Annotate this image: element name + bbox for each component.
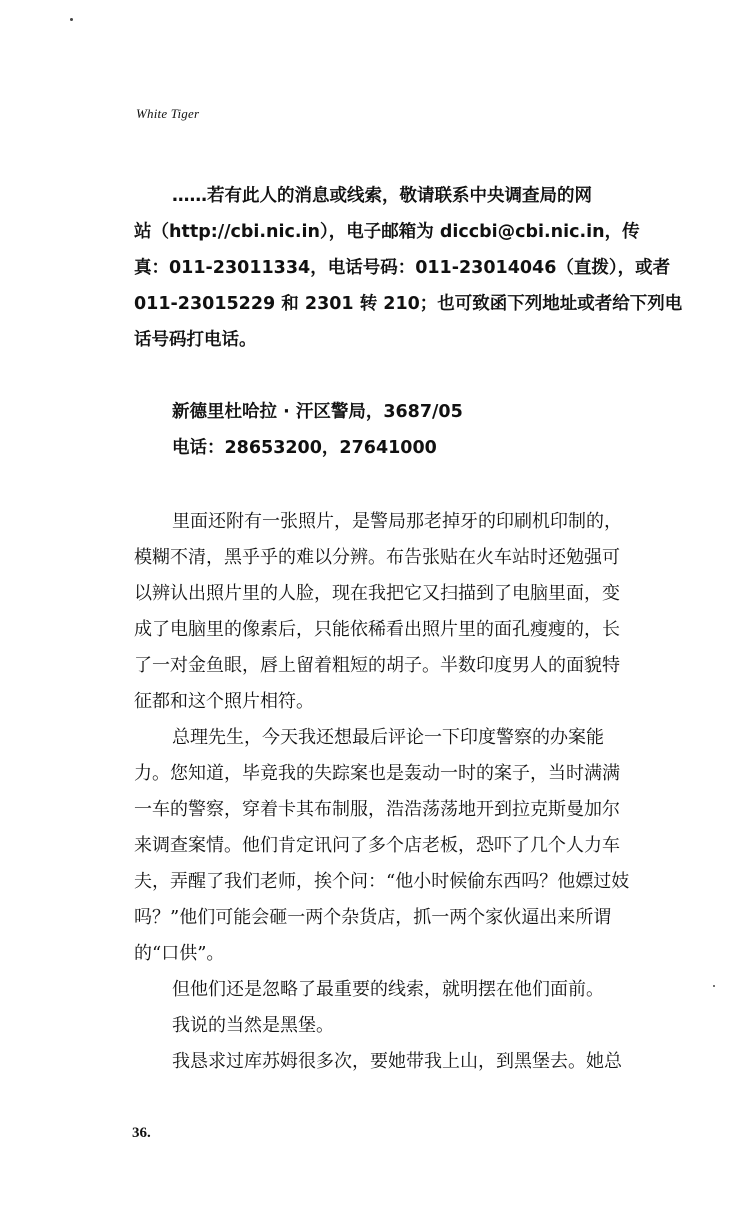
body-line: 我恳求过库苏姆很多次，要她带我上山，到黑堡去。她总 bbox=[172, 1051, 622, 1072]
body-line: 我说的当然是黑堡。 bbox=[172, 1015, 334, 1036]
scan-speck bbox=[713, 985, 715, 987]
body-line: 吗？”他们可能会砸一两个杂货店，抓一两个家伙逼出来所谓 bbox=[134, 907, 612, 928]
body-line: 总理先生，今天我还想最后评论一下印度警察的办案能 bbox=[172, 727, 604, 748]
body-line: 模糊不清，黑乎乎的难以分辨。布告张贴在火车站时还勉强可 bbox=[134, 547, 620, 568]
notice-line: ……若有此人的消息或线索，敬请联系中央调查局的网 bbox=[172, 186, 592, 206]
body-line: 夫，弄醒了我们老师，挨个问：“他小时候偷东西吗？他嫖过妓 bbox=[134, 871, 630, 892]
running-title: White Tiger bbox=[136, 106, 200, 121]
body-line: 力。您知道，毕竟我的失踪案也是轰动一时的案子，当时满满 bbox=[134, 763, 620, 784]
notice-line: 011-23015229 和 2301 转 210；也可致函下列地址或者给下列电 bbox=[134, 294, 683, 314]
notice-line: 真：011-23011334，电话号码：011-23014046（直拨），或者 bbox=[134, 258, 671, 278]
phone-line: 电话：28653200，27641000 bbox=[172, 438, 437, 458]
body-line: 成了电脑里的像素后，只能依稀看出照片里的面孔瘦瘦的，长 bbox=[134, 619, 620, 640]
body-line: 的“口供”。 bbox=[134, 943, 225, 964]
body-line: 征都和这个照片相符。 bbox=[134, 691, 314, 712]
scan-speck bbox=[70, 18, 73, 21]
body-line: 来调查案情。他们肯定讯问了多个店老板，恐吓了几个人力车 bbox=[134, 835, 620, 856]
address-line: 新德里杜哈拉 · 汗区警局，3687/05 bbox=[172, 402, 463, 422]
notice-line: 站（http://cbi.nic.in），电子邮箱为 diccbi@cbi.nic.in，传 bbox=[134, 222, 640, 242]
notice-line: 话号码打电话。 bbox=[134, 330, 257, 350]
body-line: 但他们还是忽略了最重要的线索，就明摆在他们面前。 bbox=[172, 979, 604, 1000]
body-line: 以辨认出照片里的人脸，现在我把它又扫描到了电脑里面，变 bbox=[134, 583, 620, 604]
page-number: 36. bbox=[132, 1125, 151, 1141]
body-line: 了一对金鱼眼，唇上留着粗短的胡子。半数印度男人的面貌特 bbox=[134, 655, 620, 676]
body-line: 一车的警察，穿着卡其布制服，浩浩荡荡地开到拉克斯曼加尔 bbox=[134, 799, 620, 820]
body-line: 里面还附有一张照片，是警局那老掉牙的印刷机印制的， bbox=[172, 511, 622, 532]
